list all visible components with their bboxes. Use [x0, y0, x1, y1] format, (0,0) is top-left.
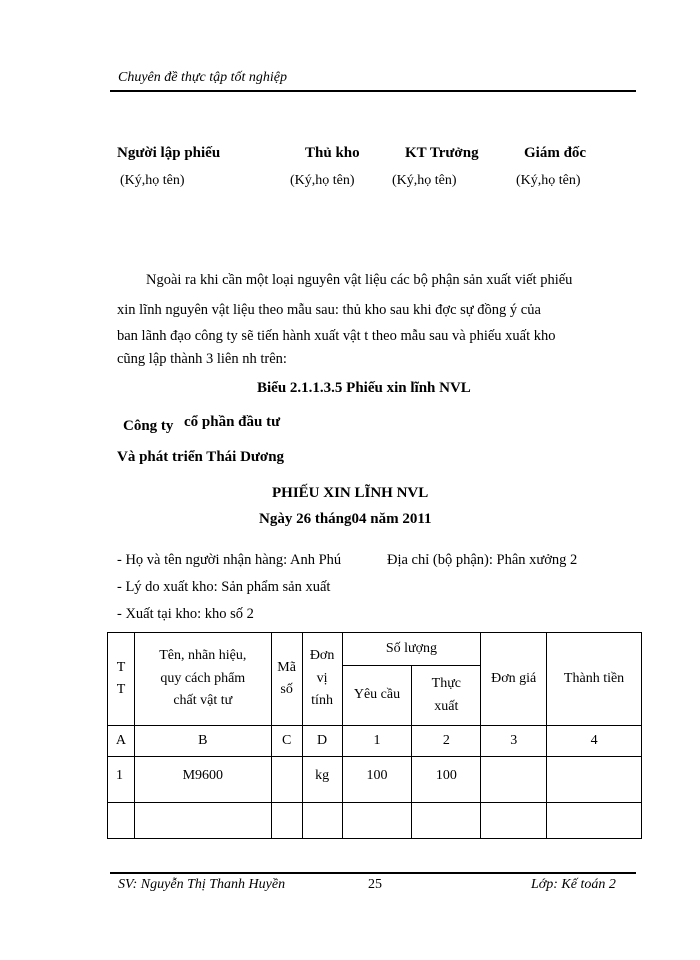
material-request-table — [107, 632, 642, 839]
index-cell: 2 — [412, 726, 481, 757]
header-cell-name — [134, 633, 271, 726]
table-index-row — [108, 726, 642, 757]
document-header-title: Chuyên đề thực tập tốt nghiệp — [118, 70, 287, 85]
table-row — [108, 757, 642, 803]
header-code-line2: số — [280, 682, 293, 697]
header-tt-line2: T — [116, 682, 126, 697]
header-cell-requested: Yêu cầu — [342, 666, 412, 726]
table-cell-name — [134, 803, 271, 839]
table-cell-unit — [302, 803, 342, 839]
table-cell-price — [481, 757, 547, 803]
footer-class: Lớp: Kế toán 2 — [531, 877, 616, 892]
index-cell: D — [302, 726, 342, 757]
table-cell-tt: 1 — [108, 757, 135, 803]
table-cell-code — [271, 803, 302, 839]
header-cell-actual — [412, 666, 481, 726]
table-cell-code — [271, 757, 302, 803]
footer-student: SV: Nguyễn Thị Thanh Huyền — [118, 877, 286, 892]
signature-role-storekeeper: Thủ kho — [305, 145, 360, 161]
signature-role-preparer: Người lập phiếu — [117, 145, 221, 161]
paragraph-line-4: cũng lập thành 3 liên nh trên: — [117, 351, 287, 367]
info-department: Địa chỉ (bộ phận): Phân xưởng 2 — [387, 552, 578, 568]
table-cell-unit: kg — [302, 757, 342, 803]
signature-note-preparer: (Ký,họ tên) — [120, 173, 185, 188]
header-unit-line2: vị — [316, 670, 328, 686]
header-cell-tt — [108, 633, 135, 726]
paragraph-line-2: xin lĩnh nguyên vật liệu theo mẫu sau: thủ kho sau khi đợc sự đồng ý của — [117, 302, 541, 318]
paragraph-line-1: Ngoài ra khi cần một loại nguyên vật liệu các bộ phận sản xuất viết phiếu — [146, 272, 573, 288]
info-recipient: - Họ và tên người nhận hàng: Anh Phú — [117, 552, 342, 568]
header-name-line2: quy cách phẩm — [160, 670, 246, 686]
index-cell: 3 — [481, 726, 547, 757]
signature-role-chief-accountant: KT Trưởng — [405, 145, 479, 161]
footer-page-number: 25 — [368, 877, 382, 892]
slip-title: PHIẾU XIN LĨNH NVL — [272, 485, 429, 501]
table-cell-actual: 100 — [412, 757, 481, 803]
header-actual-line1: Thực — [431, 676, 461, 692]
index-cell: A — [108, 726, 135, 757]
index-cell: C — [271, 726, 302, 757]
header-cell-quantity: Số lượng — [342, 633, 481, 666]
index-cell: B — [134, 726, 271, 757]
signature-note-director: (Ký,họ tên) — [516, 173, 581, 188]
index-cell: 4 — [547, 726, 642, 757]
header-name-line1: Tên, nhãn hiệu, — [159, 648, 247, 664]
footer-rule — [110, 872, 636, 874]
table-cell-amount — [547, 803, 642, 839]
header-cell-code — [271, 633, 302, 726]
header-unit-line1: Đơn — [309, 648, 335, 664]
form-caption: Biểu 2.1.1.3.5 Phiếu xin lĩnh NVL — [257, 380, 471, 396]
slip-date: Ngày 26 tháng04 năm 2011 — [259, 511, 432, 527]
table-cell-tt — [108, 803, 135, 839]
header-actual-line2: xuất — [434, 698, 459, 714]
table-cell-requested: 100 — [342, 757, 412, 803]
header-unit-line3: tính — [311, 693, 333, 709]
signature-role-director: Giám đốc — [524, 145, 587, 161]
company-name-suffix: cổ phần đầu tư — [184, 414, 281, 430]
paragraph-line-3: ban lãnh đạo công ty sẽ tiến hành xuất vật t theo mẫu sau và phiếu xuất kho — [117, 328, 556, 344]
index-cell: 1 — [342, 726, 412, 757]
table-cell-name: M9600 — [134, 757, 271, 803]
table-cell-requested — [342, 803, 412, 839]
table-row — [108, 803, 642, 839]
table-cell-actual — [412, 803, 481, 839]
signature-note-storekeeper: (Ký,họ tên) — [290, 173, 355, 188]
header-tt-line1: T — [116, 659, 126, 675]
header-rule — [110, 90, 636, 92]
table-header-row-1 — [108, 633, 642, 666]
company-name-line2: Và phát triển Thái Dương — [117, 449, 285, 465]
signature-note-chief-accountant: (Ký,họ tên) — [392, 173, 457, 188]
header-name-line3: chất vật tư — [173, 693, 233, 709]
info-reason: - Lý do xuất kho: Sản phẩm sản xuất — [117, 579, 331, 595]
header-cell-unit — [302, 633, 342, 726]
header-code-line1: Mã — [277, 659, 296, 675]
header-cell-amount: Thành tiền — [547, 633, 642, 726]
header-cell-price: Đơn giá — [481, 633, 547, 726]
table-cell-price — [481, 803, 547, 839]
company-name-prefix: Công ty — [123, 418, 174, 434]
info-warehouse: - Xuất tại kho: kho số 2 — [117, 606, 254, 622]
table-cell-amount — [547, 757, 642, 803]
